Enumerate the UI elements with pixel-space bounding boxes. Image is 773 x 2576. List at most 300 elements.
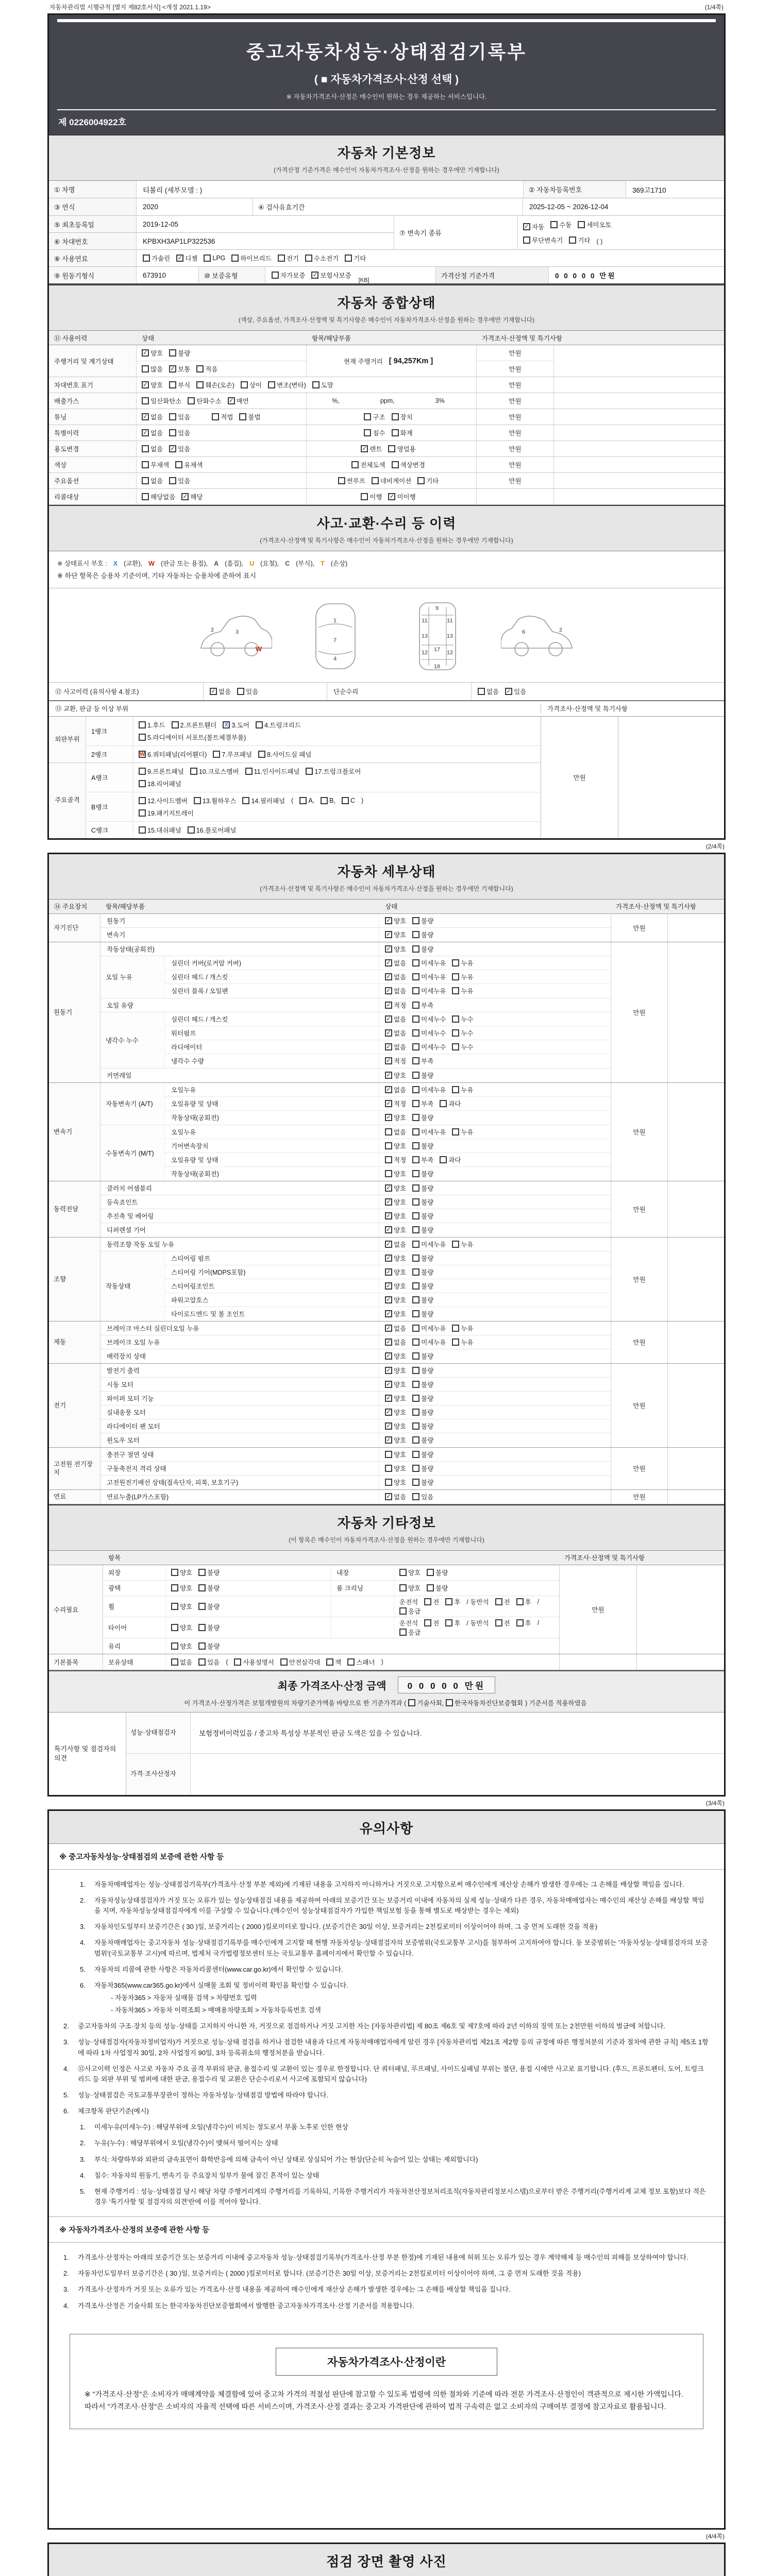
checkbox-불량[interactable]: 불량 <box>412 1351 433 1361</box>
checkbox-색상변경[interactable]: 색상변경 <box>392 460 425 469</box>
checkbox-기타[interactable]: 기타 <box>569 235 590 245</box>
checkbox-불량[interactable]: 불량 <box>412 1478 433 1487</box>
checkbox-전[interactable]: 전 <box>424 1597 439 1606</box>
section-etc-info <box>49 1504 724 1551</box>
checkbox-잭[interactable]: 잭 <box>326 1657 341 1667</box>
page-marker-2: (2/4쪽) <box>705 842 725 850</box>
checkbox-18.리어패널[interactable]: 18.리어패널 <box>139 779 181 788</box>
etc-cell <box>331 1617 559 1638</box>
checkbox-누유[interactable]: 누유 <box>452 1324 473 1333</box>
item-label: 시동 모터 <box>100 1378 379 1391</box>
row-item <box>307 457 477 472</box>
checkbox-8.사이드실 패널[interactable]: 8.사이드실 패널 <box>258 750 311 759</box>
checkbox-디젤[interactable]: ✓ 디젤 <box>176 253 197 263</box>
checkbox-양호[interactable]: ✓ 양호 <box>385 916 406 925</box>
checkbox-기술사회,[interactable]: 기술사회, <box>408 1698 444 1707</box>
checkbox-양호[interactable]: ✓ 양호 <box>142 348 163 358</box>
checkbox-불량[interactable]: 불량 <box>412 916 433 925</box>
checkbox-있음[interactable]: 있음 <box>412 1492 433 1501</box>
mark-letter: X <box>113 560 118 567</box>
checkbox-양호[interactable]: ✓ 양호 <box>385 930 406 939</box>
checkbox-변조(변타)[interactable]: 변조(변타) <box>268 380 306 389</box>
checkbox-불량[interactable]: 불량 <box>427 1568 448 1577</box>
price-cell: 만원 <box>611 1181 667 1237</box>
checkbox-양호[interactable]: ✓ 양호 <box>385 1211 406 1221</box>
checkbox-없음[interactable]: ✓ 없음 <box>210 687 231 696</box>
static-text: ※ 상태표시 부호 : <box>57 560 107 567</box>
checkbox-일산화탄소[interactable]: 일산화탄소 <box>142 396 181 405</box>
item-status <box>379 1223 611 1237</box>
checkbox-양호[interactable]: 양호 <box>171 1602 192 1611</box>
mid-label: 냉각수 누수 <box>100 1012 165 1068</box>
row-label: 주행거리 및 계기상태 <box>49 345 137 377</box>
checkbox-불량[interactable]: 불량 <box>412 1394 433 1403</box>
value-base-price: 0 0 0 0 0 만원 <box>555 272 616 280</box>
checkbox-과다[interactable]: 과다 <box>440 1155 461 1164</box>
price-cell <box>559 1654 636 1670</box>
detail-subrow <box>165 1125 611 1139</box>
checkbox-적정[interactable]: ✓ 적정 <box>385 1056 406 1065</box>
checkbox-스패너[interactable]: 스패너 <box>347 1657 375 1667</box>
price-definition-text: ※ "가격조사·산정"은 소비자가 매매계약을 체결함에 있어 중고차 가격의 적절성 판단에 참고할 수 있도록 법령에 의한 절차와 기준에 따라 전문 가격조사·산정인이 객관적으로 제시한 가액입니다. 따라서 "가격조사·산정"은 소비자의 자율적 선택에 따른 서비스이며, 가격조사·산정 결과는 중고차 가격판단에 관하여 법적 구속력은 없고 소비자의 구매여부 결정에 참고자료로 활용됩니다. <box>85 2389 683 2411</box>
checkbox-유채색[interactable]: 유채색 <box>175 460 203 469</box>
checkbox-없음[interactable]: 없음 <box>142 444 163 453</box>
checkbox-세미오토[interactable]: 세미오토 <box>578 220 611 229</box>
checkbox-양호[interactable]: 양호 <box>385 1478 406 1487</box>
checkbox-14.필러패널[interactable]: 14.필러패널 <box>242 796 285 805</box>
rank-group <box>49 717 541 763</box>
checkbox-2.프론트휀더[interactable]: 2.프론트휀더 <box>172 720 217 730</box>
section-title: 자동차 기본정보 <box>337 145 436 161</box>
checkbox-미이행[interactable]: ✓ 미이행 <box>388 492 415 501</box>
checkbox-응급[interactable]: 응급 <box>399 1606 421 1616</box>
checkbox-불량[interactable]: 불량 <box>412 1113 433 1122</box>
checkbox-미세누유[interactable]: 미세누유 <box>412 1085 446 1094</box>
checkbox-후[interactable]: 후 <box>445 1597 460 1606</box>
checkbox-불량[interactable]: 불량 <box>412 1380 433 1389</box>
diagram-num-11: 11 <box>447 617 453 624</box>
checkbox-없음[interactable]: ✓ 없음 <box>385 958 406 968</box>
checkbox-없음[interactable]: 없음 <box>142 476 163 485</box>
device-group-label: 동력전달 <box>49 1181 100 1237</box>
item-label: 클러치 어셈블리 <box>100 1181 379 1195</box>
checkbox-누수[interactable]: 누수 <box>452 1042 473 1052</box>
static-text: 운전석 <box>399 1619 418 1627</box>
notes-cell <box>667 1238 724 1321</box>
diagram-num-18: 18 <box>433 663 441 670</box>
checkbox-도말[interactable]: 도말 <box>312 380 333 389</box>
detail-table-head <box>49 900 724 914</box>
checkbox-부족[interactable]: 부족 <box>412 1056 433 1065</box>
notice-item: 6. 체크항목 판단기준(예시) <box>63 2107 149 2115</box>
checkbox-없음[interactable]: ✓ 없음 <box>142 428 163 437</box>
checkbox-3.도어[interactable]: X 3.도어 <box>223 720 249 730</box>
checkbox-전[interactable]: 전 <box>424 1618 439 1628</box>
checkbox-훼손(오손)[interactable]: 훼손(오손) <box>196 380 234 389</box>
checkbox-있음[interactable]: ✓ 있음 <box>505 687 526 696</box>
checkbox-불량[interactable]: 불량 <box>412 1408 433 1417</box>
checkbox-자동[interactable]: ✓ 자동 <box>523 222 544 231</box>
checkbox-양호[interactable]: ✓ 양호 <box>385 1366 406 1375</box>
rank-label: A랭크 <box>86 763 133 792</box>
checkbox-누수[interactable]: 누수 <box>452 1014 473 1024</box>
section-note: (가격조사·산정액 및 특기사항은 매수인이 자동차가격조사·산정을 원하는 경우에만 기재합니다) <box>260 537 513 544</box>
checkbox-불량[interactable]: 불량 <box>412 1435 433 1445</box>
price-cell: 만원 <box>611 1364 667 1447</box>
value-reg-no: 369고1710 <box>632 186 666 194</box>
checkbox-불량[interactable]: 불량 <box>412 1183 433 1193</box>
checkbox-미세누유[interactable]: 미세누유 <box>412 958 446 968</box>
checkbox-적정[interactable]: ✓ 적정 <box>385 1099 406 1108</box>
checkbox-있음[interactable]: 있음 <box>198 1657 220 1667</box>
mid-label: 수동변속기 (M/T) <box>100 1125 165 1181</box>
checkbox-탄화수소[interactable]: 탄화수소 <box>188 396 221 405</box>
checkbox-침수[interactable]: 침수 <box>364 428 385 437</box>
checkbox-전체도색[interactable]: 전체도색 <box>351 460 385 469</box>
checkbox-이행[interactable]: 이행 <box>361 492 382 501</box>
checkbox-기타[interactable]: 기타 <box>417 476 439 485</box>
checkbox-A,[interactable]: A, <box>299 797 314 804</box>
checkbox-누유[interactable]: 누유 <box>452 1240 473 1249</box>
checkbox-양호[interactable]: 양호 <box>171 1568 192 1577</box>
checkbox-해당[interactable]: ✓ 해당 <box>181 492 203 501</box>
rank-rows <box>49 717 541 838</box>
checkbox-불량[interactable]: 불량 <box>198 1623 220 1632</box>
notes-cell <box>554 425 724 440</box>
item-status <box>379 1153 611 1166</box>
item-status <box>379 1251 611 1265</box>
checkbox-불량[interactable]: 불량 <box>412 1141 433 1150</box>
item-label: 오일누유 <box>165 1125 379 1139</box>
checkbox-양호[interactable]: ✓ 양호 <box>385 1295 406 1304</box>
checkbox-B,[interactable]: B, <box>321 797 335 804</box>
checkbox-5.라디에이터 서포트(볼트체결부품)[interactable]: 5.라디에이터 서포트(볼트체결부품) <box>139 733 246 742</box>
checkbox-보험사보증[interactable]: ✓ 보험사보증 <box>311 270 351 280</box>
item-label: 와이퍼 모터 기능 <box>100 1392 379 1405</box>
checkbox-없음[interactable]: ✓ 없음 <box>385 1337 406 1347</box>
checkbox-적법[interactable]: 적법 <box>212 412 233 421</box>
etc-item-label: 유리 <box>103 1638 166 1654</box>
checkbox-미세누유[interactable]: 미세누유 <box>412 1337 446 1347</box>
checkbox-양호[interactable]: ✓ 양호 <box>385 1197 406 1207</box>
notes-cell <box>667 942 724 1082</box>
checkbox-16.플로어패널[interactable]: 16.플로어패널 <box>188 825 237 835</box>
item-label: 오일누유 <box>165 1083 379 1096</box>
opinion-text <box>191 1754 724 1795</box>
overall-row <box>49 377 724 393</box>
checkbox-사용설명서[interactable]: 사용설명서 <box>234 1657 274 1667</box>
checkbox-17.트렁크플로어[interactable]: 17.트렁크플로어 <box>306 767 361 776</box>
checkbox-없음[interactable]: ✓ 없음 <box>142 412 163 421</box>
item-status <box>379 1209 611 1223</box>
checkbox-수소전기[interactable]: 수소전기 <box>305 253 339 263</box>
item-status <box>379 1335 611 1349</box>
checkbox-C[interactable]: C <box>342 797 355 804</box>
notes-cell <box>554 409 724 425</box>
checkbox-양호[interactable]: ✓ 양호 <box>385 1435 406 1445</box>
checkbox-장치[interactable]: 장치 <box>392 412 413 421</box>
checkbox-양호[interactable]: 양호 <box>385 1450 406 1459</box>
checkbox-렌트[interactable]: ✓ 렌트 <box>361 444 382 453</box>
diagram-num-12: 12 <box>421 649 428 656</box>
checkbox-없음[interactable]: ✓ 없음 <box>385 1324 406 1333</box>
checkbox-불량[interactable]: 불량 <box>412 1169 433 1178</box>
etc-group-label: 기본품목 <box>49 1654 103 1670</box>
row-status <box>137 377 477 393</box>
checkbox-가솔린[interactable]: 가솔린 <box>143 253 170 263</box>
item-status <box>379 1349 611 1363</box>
checkbox-15.대쉬패널[interactable]: 15.대쉬패널 <box>139 825 181 835</box>
checkbox-양호[interactable]: ✓ 양호 <box>385 1267 406 1277</box>
checkbox-불량[interactable]: 불량 <box>412 1309 433 1318</box>
mark-legend <box>57 557 716 570</box>
checkbox-전[interactable]: 전 <box>495 1597 510 1606</box>
checkbox-양호[interactable]: ✓ 양호 <box>385 1113 406 1122</box>
checkbox-불량[interactable]: 불량 <box>427 1583 448 1592</box>
checkbox-미세누유[interactable]: 미세누유 <box>412 986 446 995</box>
checkbox-1.후드[interactable]: 1.후드 <box>139 720 165 730</box>
checkbox-적음[interactable]: 적음 <box>196 364 217 374</box>
checkbox-후[interactable]: 후 <box>516 1597 531 1606</box>
mark-letter: W <box>148 560 155 567</box>
checkbox-미세누유[interactable]: 미세누유 <box>412 1240 446 1249</box>
checkbox-양호[interactable]: ✓ 양호 <box>385 1183 406 1193</box>
checkbox-불량[interactable]: 불량 <box>198 1641 220 1651</box>
checkbox-양호[interactable]: ✓ 양호 <box>385 1253 406 1263</box>
checkbox-양호[interactable]: 양호 <box>399 1583 421 1592</box>
checkbox-썬루프[interactable]: 썬루프 <box>338 476 365 485</box>
checkbox-누수[interactable]: 누수 <box>452 1028 473 1038</box>
checkbox-있음[interactable]: 있음 <box>169 412 190 421</box>
checkbox-양호[interactable]: ✓ 양호 <box>385 1421 406 1431</box>
checkbox-후[interactable]: 후 <box>516 1618 531 1628</box>
caution-band-2: ※ 자동차가격조사·산정의 보증에 관한 사항 등 <box>49 2216 724 2243</box>
checkbox-양호[interactable]: ✓ 양호 <box>385 1394 406 1403</box>
checkbox-불량[interactable]: 불량 <box>412 1253 433 1263</box>
checkbox-누유[interactable]: 누유 <box>452 972 473 981</box>
checkbox-무단변속기[interactable]: 무단변속기 <box>523 235 563 245</box>
checkbox-해당없음[interactable]: 해당없음 <box>142 492 175 501</box>
row-label: 주요옵션 <box>49 473 137 488</box>
checkbox-불량[interactable]: 불량 <box>412 944 433 954</box>
checkbox-수동[interactable]: 수동 <box>550 220 572 229</box>
checkbox-기타[interactable]: 기타 <box>345 253 366 263</box>
checkbox-없음[interactable]: ✓ 없음 <box>385 1042 406 1052</box>
checkbox-양호[interactable]: 양호 <box>171 1583 192 1592</box>
etc-row <box>103 1565 559 1581</box>
checkbox-누유[interactable]: 누유 <box>452 1337 473 1347</box>
checkbox-보통[interactable]: ✓ 보통 <box>169 364 190 374</box>
checkbox-누유[interactable]: 누유 <box>452 1127 473 1137</box>
checkbox-불량[interactable]: 불량 <box>412 1450 433 1459</box>
row-label: 특별이력 <box>49 425 137 440</box>
checkbox-불량[interactable]: 불량 <box>412 1225 433 1234</box>
checkbox-없음[interactable]: 없음 <box>385 1127 406 1137</box>
rank-row <box>86 717 541 746</box>
checkbox-누유[interactable]: 누유 <box>452 1085 473 1094</box>
checkbox-양호[interactable]: ✓ 양호 <box>385 1408 406 1417</box>
checkbox-양호[interactable]: ✓ 양호 <box>385 1225 406 1234</box>
checkbox-19.패키지트레이[interactable]: 19.패키지트레이 <box>139 808 194 818</box>
checkbox-매연[interactable]: ✓ 매연 <box>228 396 249 405</box>
checkbox-양호[interactable]: ✓ 양호 <box>385 1380 406 1389</box>
checkbox-불량[interactable]: 불량 <box>412 1197 433 1207</box>
checkbox-없음[interactable]: ✓ 없음 <box>385 1014 406 1024</box>
item-status <box>379 1293 611 1307</box>
checkbox-불량[interactable]: 불량 <box>198 1568 220 1577</box>
checkbox-한국자동차진단보증협회[interactable]: 한국자동차진단보증협회 <box>446 1698 523 1707</box>
checkbox-없음[interactable]: ✓ 없음 <box>385 1028 406 1038</box>
checkbox-불량[interactable]: 불량 <box>412 1366 433 1375</box>
checkbox-양호[interactable]: ✓ 양호 <box>142 380 163 389</box>
row-status <box>137 473 307 488</box>
checkbox-있음[interactable]: 있음 <box>237 687 258 696</box>
checkbox-불량[interactable]: 불량 <box>198 1583 220 1592</box>
checkbox-4.트렁크리드[interactable]: 4.트렁크리드 <box>256 720 301 730</box>
checkbox-양호[interactable]: 양호 <box>385 1464 406 1473</box>
checkbox-전기[interactable]: 전기 <box>278 253 299 263</box>
etc-item-status <box>166 1622 331 1633</box>
fuel-options <box>137 250 724 266</box>
checkbox-누유[interactable]: 누유 <box>452 986 473 995</box>
checkbox-미세누유[interactable]: 미세누유 <box>412 1127 446 1137</box>
checkbox-없음[interactable]: ✓ 없음 <box>385 1492 406 1501</box>
item-label: 브레이크 오일 누유 <box>100 1335 379 1349</box>
checkbox-불량[interactable]: 불량 <box>412 1071 433 1080</box>
checkbox-10.크로스멤버[interactable]: 10.크로스멤버 <box>190 767 239 776</box>
checkbox-양호[interactable]: ✓ 양호 <box>385 1351 406 1361</box>
section-note: (가격산정 기준가격은 매수인이 자동차가격조사·산정을 원하는 경우에만 기재합니다) <box>274 166 499 174</box>
checkbox-부족[interactable]: 부족 <box>412 1155 433 1164</box>
checkbox-불량[interactable]: 불량 <box>412 1281 433 1291</box>
checkbox-네비게이션[interactable]: 네비게이션 <box>372 476 411 485</box>
checkbox-없음[interactable]: ✓ 없음 <box>385 1085 406 1094</box>
notice-item: 2. 중고자동차의 구조·장치 등의 성능·상태를 고지하지 아니한 자, 거짓으로 점검하거나 거짓 고지한 자는 [자동차관리법] 제 80조 제6호 및 제7호에 따라 2년 이하의 징역 또는 2천만원 이하의 벌금에 처합니다. <box>63 2022 665 2030</box>
title-bar <box>49 15 724 134</box>
checkbox-부족[interactable]: 부족 <box>412 1001 433 1010</box>
item-status <box>379 1083 611 1096</box>
checkbox-있음[interactable]: 있음 <box>169 476 190 485</box>
checkbox-부식[interactable]: 부식 <box>169 380 190 389</box>
checkbox-12.사이드멤버[interactable]: 12.사이드멤버 <box>139 796 188 805</box>
checkbox-화재[interactable]: 화재 <box>392 428 413 437</box>
checkbox-적정[interactable]: ✓ 적정 <box>385 1001 406 1010</box>
checkbox-없음[interactable]: 없음 <box>171 1657 192 1667</box>
detail-group <box>49 1448 724 1490</box>
checkbox-양호[interactable]: 양호 <box>385 1169 406 1178</box>
checkbox-미세누수[interactable]: 미세누수 <box>412 1042 446 1052</box>
checkbox-영업용[interactable]: 영업용 <box>388 444 415 453</box>
item-label: 실내송풍 모터 <box>100 1405 379 1419</box>
notice-item: 2. 자동차성능상태점검자가 거짓 또는 오류가 있는 성능상태점검 내용을 제공하여 아래의 보증기간 또는 보증거리 이내에 자동차의 실제 성능·상태가 다른 경우, 자동차매매업자는 매수인의 재산상 손해를 배상할 책임을 지며, 자동차성능상태점검자에게 이를 구상할 수 있습니다.(매수인이 성능상태점검자가 가입한 책임보험 등을 통해 별도로 배상받는 경우는 제외) <box>80 1896 704 1915</box>
checkbox-부족[interactable]: 부족 <box>412 1099 433 1108</box>
checkbox-불량[interactable]: 불량 <box>198 1602 220 1611</box>
mid-label: 작동상태 <box>100 1251 165 1321</box>
checkbox-자가보증[interactable]: 자가보증 <box>272 270 305 280</box>
checkbox-불량[interactable]: 불량 <box>412 1464 433 1473</box>
document-title-note: ※ 자동차가격조사·산정은 매수인이 원하는 경우 제공하는 서비스입니다. <box>286 93 487 100</box>
checkbox-양호[interactable]: ✓ 양호 <box>385 1071 406 1080</box>
checkbox-9.프론트패널[interactable]: 9.프론트패널 <box>139 767 184 776</box>
label-car-name: ① 차명 <box>49 181 137 198</box>
notes-cell <box>667 914 724 942</box>
item-label: 동력조향 작동 오일 누유 <box>100 1238 379 1251</box>
checkbox-미세누수[interactable]: 미세누수 <box>412 1014 446 1024</box>
checkbox-6.쿼터패널(리어휀더)[interactable]: W 6.쿼터패널(리어휀더) <box>140 751 207 758</box>
checkbox-양호[interactable]: 양호 <box>171 1641 192 1651</box>
value-model-year: 2020 <box>143 203 159 211</box>
checkbox-불량[interactable]: 불량 <box>412 1267 433 1277</box>
checkbox-전[interactable]: 전 <box>495 1618 510 1628</box>
section-basic-info <box>49 134 724 181</box>
checkbox-7.루프패널[interactable]: 7.루프패널 <box>213 750 252 759</box>
notice-item: 3. 부식: 차량하부와 외판의 금속표면이 화학반응에 의해 금속이 아닌 상태로 상실되어 가는 현상(단순히 녹슬어 있는 상태는 제외합니다) <box>80 2155 478 2163</box>
checkbox-양호[interactable]: 양호 <box>171 1623 192 1632</box>
checkbox-누유[interactable]: 누유 <box>452 958 473 968</box>
checkbox-구조[interactable]: 구조 <box>364 412 385 421</box>
checkbox-양호[interactable]: 양호 <box>385 1141 406 1150</box>
checkbox-불량[interactable]: 불량 <box>412 1295 433 1304</box>
checkbox-미세누유[interactable]: 미세누유 <box>412 972 446 981</box>
checkbox-있음[interactable]: 있음 <box>169 428 190 437</box>
checkbox-없음[interactable]: ✓ 없음 <box>385 972 406 981</box>
checkbox-없음[interactable]: 없음 <box>478 687 499 696</box>
checkbox-있음[interactable]: ✓ 있음 <box>169 444 190 453</box>
checkbox-하이브리드[interactable]: 하이브리드 <box>231 253 271 263</box>
checkbox-무채색[interactable]: 무채색 <box>142 460 169 469</box>
checkbox-미세누유[interactable]: 미세누유 <box>412 1324 446 1333</box>
checkbox-과다[interactable]: 과다 <box>440 1099 461 1108</box>
checkbox-상이[interactable]: 상이 <box>241 380 262 389</box>
checkbox-불량[interactable]: 불량 <box>412 1211 433 1221</box>
etc-row <box>103 1596 559 1617</box>
checkbox-안전삼각대[interactable]: 안전삼각대 <box>280 1657 320 1667</box>
checkbox-양호[interactable]: ✓ 양호 <box>385 1309 406 1318</box>
checkbox-양호[interactable]: ✓ 양호 <box>385 944 406 954</box>
checkbox-13.휠하우스[interactable]: 13.휠하우스 <box>194 796 237 805</box>
checkbox-불법[interactable]: 불법 <box>239 412 260 421</box>
checkbox-적정[interactable]: 적정 <box>385 1155 406 1164</box>
notice-item: 1. 자동차매매업자는 성능·상태점검기록부(가격조사·산정 부분 제외)에 기재된 내용을 고지하지 아니하거나 거짓으로 고지함으로써 매수인에게 재산상 손해가 발생한 경우에는 그 손해를 배상할 책임을 집니다. <box>80 1880 684 1888</box>
checkbox-불량[interactable]: 불량 <box>169 348 190 358</box>
notice-item: 1. 미세누유(미세누수) : 해당부위에 오일(냉각수)이 비치는 정도로서 부품 노후로 인한 현상 <box>80 2123 348 2131</box>
checkbox-11.인사이드패널[interactable]: 11.인사이드패널 <box>245 767 300 776</box>
detail-row <box>100 1069 611 1082</box>
checkbox-LPG[interactable]: LPG <box>204 255 225 262</box>
static-text: ) <box>381 1658 383 1666</box>
checkbox-불량[interactable]: 불량 <box>412 930 433 939</box>
checkbox-불량[interactable]: 불량 <box>412 1421 433 1431</box>
checkbox-미세누수[interactable]: 미세누수 <box>412 1028 446 1038</box>
checkbox-많음[interactable]: 많음 <box>142 364 163 374</box>
notice-item: 2. 누유(누수) : 해당부위에서 오일(냉각수)이 맺혀서 떨어지는 상태 <box>80 2139 278 2147</box>
checkbox-응급[interactable]: 응급 <box>399 1628 421 1637</box>
notice-item: 3. 자동차인도일부터 보증기간은 ( 30 )일, 보증거리는 ( 2000 )킬로미터로 합니다. (보증기간은 30일 이상, 보증거리는 2천킬로미터 이상이어야 하며, 그 중 먼저 도래한 것을 적용) <box>80 1923 598 1931</box>
checkbox-후[interactable]: 후 <box>445 1618 460 1628</box>
notice-item: 4. ⑫사고이력 인정은 사고로 자동차 주요 골격 부위의 판금, 용접수리 및 교환이 있는 경우로 한정합니다. 단 쿼터패널, 루프패널, 사이드실패널 부위는 절단, 용접 시에만 사고로 표기합니다. (후드, 프론트펜더, 도어, 트렁크리드 등 외판 부위 및 범퍼에 대한 판금, 용접수리 및 교환은 단순수리로서 사고에 포함되지 않습니다) <box>63 2064 704 2083</box>
col-item-parts: 항목/해당부품 <box>312 334 351 342</box>
price-cell <box>477 489 554 504</box>
overall-row <box>49 393 724 409</box>
rank-label: C랭크 <box>86 822 133 838</box>
checkbox-양호[interactable]: ✓ 양호 <box>385 1281 406 1291</box>
item-label: 변속기 <box>100 928 379 942</box>
checkbox-없음[interactable]: ✓ 없음 <box>385 1240 406 1249</box>
checkbox-없음[interactable]: ✓ 없음 <box>385 986 406 995</box>
value-text: [ 94,257Km ] <box>389 357 433 365</box>
document-sheet <box>47 0 726 2576</box>
checkbox-양호[interactable]: 양호 <box>399 1568 421 1577</box>
